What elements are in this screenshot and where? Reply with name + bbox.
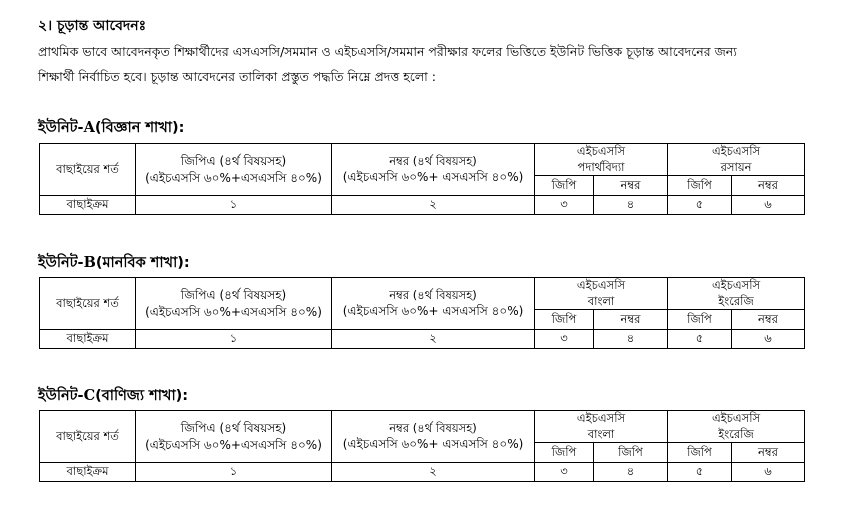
sub-header: জিপি <box>668 176 732 196</box>
subject2-header <box>668 144 805 176</box>
order-value: ২ <box>332 196 535 215</box>
marks-header-line1: নম্বর (৪র্থ বিষয়সহ) <box>389 420 477 435</box>
order-value: ৩ <box>535 196 594 215</box>
unit-b-title <box>38 252 190 276</box>
unit-b-title-letter: B <box>83 254 96 271</box>
order-value: ৬ <box>732 463 805 482</box>
gpa-header <box>136 144 332 196</box>
order-value: ৬ <box>732 330 805 349</box>
sub-header: নম্বর <box>594 310 668 330</box>
sub-header: নম্বর <box>732 443 805 463</box>
intro-line-2: শিক্ষার্থী নির্বাচিত হবে। চূড়ান্ত আবেদনের তালিকা প্রস্তুত পদ্ধতি নিম্নে প্রদত্ত হলো : <box>38 69 436 84</box>
order-value: ৫ <box>668 463 732 482</box>
subject1-line1: এইচএসসি <box>576 411 626 425</box>
order-value: ৫ <box>668 330 732 349</box>
order-label: বাছাইক্রম <box>40 463 136 482</box>
section-title: ২। চূড়ান্ত আবেদনঃ <box>38 18 147 34</box>
order-value: ৫ <box>668 196 732 215</box>
gpa-header <box>136 411 332 463</box>
subject2-header <box>668 278 805 310</box>
intro-line-1: প্রাথমিক ভাবে আবেদনকৃত শিক্ষার্থীদের এসএসসি/সমমান ও এইচএসসি/সমমান পরীক্ষার ফলের ভিত্তিতে ইউনিট ভিত্তিক চূড়ান্ত আবেদনের জন্য <box>38 44 737 59</box>
order-value: ৪ <box>594 330 668 349</box>
gpa-header-line2: (এইচএসসি ৬০%+এসএসসি ৪০%) <box>145 437 322 452</box>
unit-c-title-suffix: (বাণিজ্য শাখা): <box>95 388 189 404</box>
order-value: ৩ <box>535 463 594 482</box>
marks-header <box>332 278 535 330</box>
marks-header <box>332 144 535 196</box>
marks-header-line2: (এইচএসসি ৬০%+ এসএসসি ৪০%) <box>342 437 524 452</box>
marks-header <box>332 411 535 463</box>
subject2-line2: রসায়ন <box>720 159 752 174</box>
order-value: ৩ <box>535 330 594 349</box>
sub-header: নম্বর <box>594 176 668 196</box>
order-value: ১ <box>136 463 332 482</box>
order-label: বাছাইক্রম <box>40 196 136 215</box>
unit-a-title-letter: A <box>83 119 95 136</box>
gpa-header-line1: জিপিএ (৪র্থ বিষয়সহ) <box>180 421 287 436</box>
subject1-header <box>535 278 668 310</box>
marks-header-line2: (এইচএসসি ৬০%+ এসএসসি ৪০%) <box>342 170 524 185</box>
subject2-header <box>668 411 805 443</box>
subject2-line1: এইচএসসি <box>711 144 761 158</box>
sub-header: জিপি <box>535 310 594 330</box>
unit-c-title <box>38 385 188 409</box>
sub-header: জিপি <box>668 443 732 463</box>
subject1-header <box>535 411 668 443</box>
unit-a-title-suffix: (বিজ্ঞান শাখা): <box>94 120 185 136</box>
marks-header-line1: নম্বর (৪র্থ বিষয়সহ) <box>389 287 477 302</box>
gpa-header-line1: জিপিএ (৪র্থ বিষয়সহ) <box>180 154 287 169</box>
unit-c-table <box>39 410 805 482</box>
criteria-label: বাছাইয়ের শর্ত <box>40 144 136 196</box>
subject2-line1: এইচএসসি <box>711 411 761 425</box>
sub-header: নম্বর <box>732 310 805 330</box>
unit-b-title-suffix: (মানবিক শাখা): <box>95 255 190 271</box>
order-value: ২ <box>332 463 535 482</box>
unit-b-table <box>39 277 805 349</box>
subject1-line2: বাংলা <box>587 426 615 441</box>
sub-header: নম্বর <box>732 176 805 196</box>
unit-c-title-letter: C <box>83 387 96 404</box>
order-value: ৪ <box>594 463 668 482</box>
gpa-header <box>136 278 332 330</box>
criteria-label: বাছাইয়ের শর্ত <box>40 278 136 330</box>
marks-header-line2: (এইচএসসি ৬০%+ এসএসসি ৪০%) <box>342 304 524 319</box>
unit-b-title-prefix: ইউনিট- <box>38 255 84 271</box>
marks-header-line1: নম্বর (৪র্থ বিষয়সহ) <box>389 153 477 168</box>
order-value: ২ <box>332 330 535 349</box>
subject2-line2: ইংরেজি <box>718 293 754 308</box>
sub-header: জিপি <box>594 443 668 463</box>
gpa-header-line2: (এইচএসসি ৬০%+এসএসসি ৪০%) <box>145 304 322 319</box>
gpa-header-line2: (এইচএসসি ৬০%+এসএসসি ৪০%) <box>145 170 322 185</box>
sub-header: জিপি <box>668 310 732 330</box>
subject1-line1: এইচএসসি <box>576 144 626 158</box>
subject1-header <box>535 144 668 176</box>
unit-a-title <box>38 117 184 141</box>
subject2-line2: ইংরেজি <box>718 426 754 441</box>
unit-c-title-prefix: ইউনিট- <box>38 388 84 404</box>
sub-header: জিপি <box>535 176 594 196</box>
order-value: ৬ <box>732 196 805 215</box>
unit-a-table <box>39 143 805 215</box>
subject1-line2: বাংলা <box>587 293 615 308</box>
order-value: ১ <box>136 196 332 215</box>
criteria-label: বাছাইয়ের শর্ত <box>40 411 136 463</box>
subject2-line1: এইচএসসি <box>711 278 761 292</box>
order-label: বাছাইক্রম <box>40 330 136 349</box>
sub-header: জিপি <box>535 443 594 463</box>
gpa-header-line1: জিপিএ (৪র্থ বিষয়সহ) <box>180 288 287 303</box>
subject1-line2: পদার্থবিদ্যা <box>577 159 625 174</box>
order-value: ৪ <box>594 196 668 215</box>
order-value: ১ <box>136 330 332 349</box>
unit-a-title-prefix: ইউনিট- <box>38 120 84 136</box>
subject1-line1: এইচএসসি <box>576 278 626 292</box>
